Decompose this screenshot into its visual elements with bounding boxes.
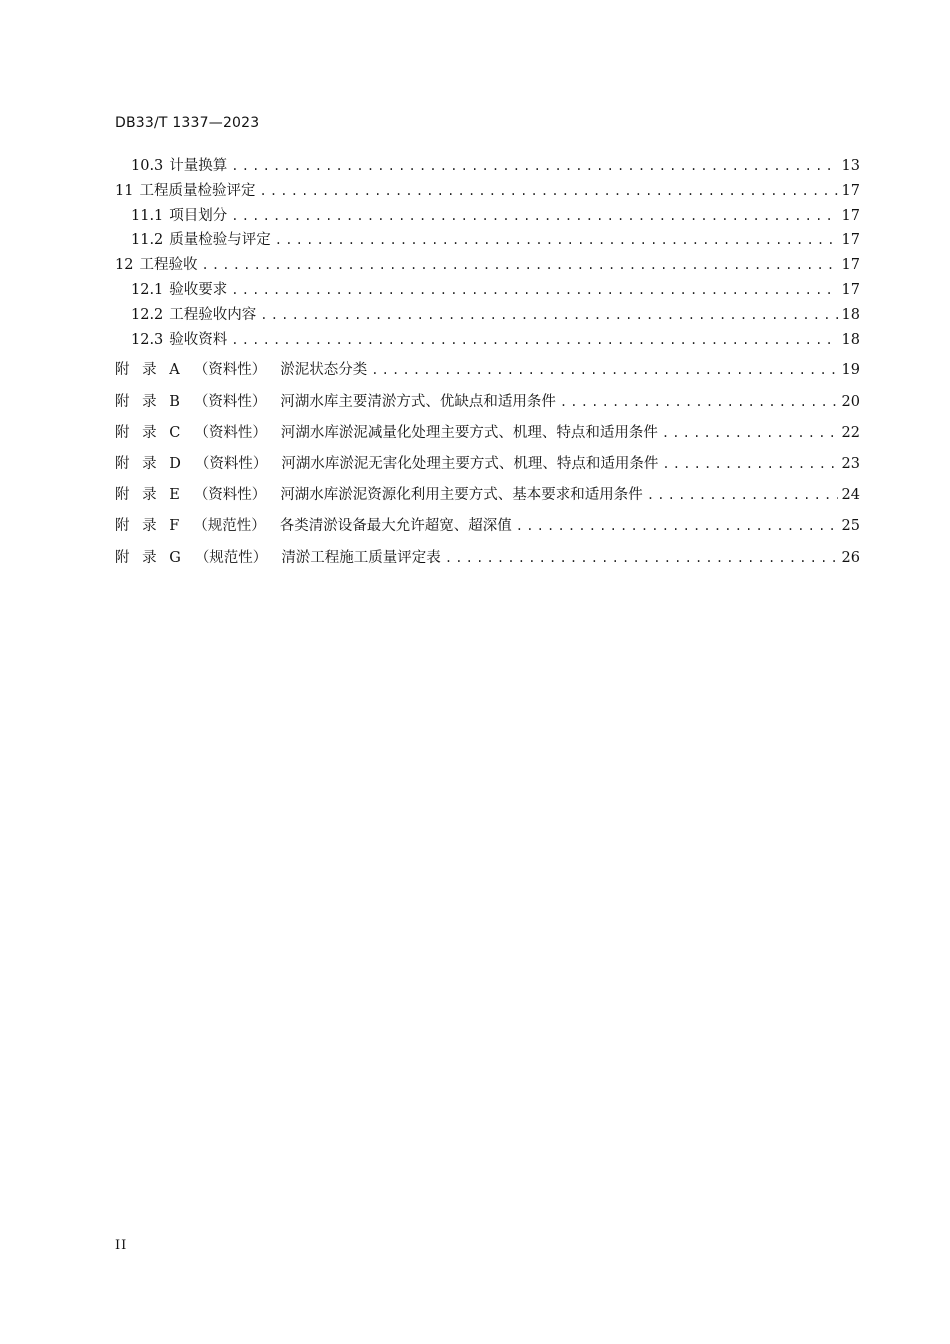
dot-leader [662,457,837,471]
dot-leader [560,395,838,409]
appendix-page: 20 [841,393,860,410]
toc-entry-number: 10.3 [131,158,164,174]
toc-entry-number: 12.1 [131,281,164,298]
toc-entry-page: 13 [841,158,860,174]
appendix-title: 清淤工程施工质量评定表 [281,549,441,566]
toc-appendix-g[interactable] [115,546,860,577]
toc-entry-page: 17 [841,182,860,199]
appendix-page: 25 [841,518,860,535]
appendix-tag: 附 录 F [115,518,180,535]
appendix-type: （资料性） [193,362,267,379]
toc-entry-11[interactable] [115,179,860,204]
toc-entry-page: 17 [841,232,860,249]
toc-entry-page: 17 [841,281,860,298]
toc-entry-title: 计量换算 [169,158,228,174]
appendix-title: 各类清淤设备最大允许超宽、超深值 [279,518,512,535]
toc-entry-title: 工程验收内容 [169,306,257,323]
dot-leader [231,333,837,347]
toc-appendix-c[interactable] [115,421,860,452]
toc-appendix-b[interactable] [115,390,860,421]
toc-entry-12-3[interactable] [115,328,860,353]
toc-entry-11-2[interactable] [115,228,860,253]
dot-leader [231,283,837,297]
toc-entry-number: 11.1 [131,207,164,224]
toc-entry-number: 12.2 [131,306,164,323]
toc-entry-12-2[interactable] [115,303,860,328]
toc-entry-11-1[interactable] [115,204,860,229]
appendix-title: 河湖水库淤泥资源化利用主要方式、基本要求和适用条件 [280,487,643,504]
appendix-type: （资料性） [194,424,267,441]
document-code: DB33/T 1337—2023 [115,115,260,131]
toc-appendix-f[interactable] [115,514,860,545]
appendix-type: （资料性） [194,455,268,472]
dot-leader [260,308,837,322]
toc-entry-12-1[interactable] [115,278,860,303]
dot-leader [231,209,837,223]
appendix-page: 22 [841,424,860,441]
appendix-page: 24 [841,487,860,504]
dot-leader [275,233,838,247]
dot-leader [516,519,838,533]
toc-entry-page: 17 [841,207,860,224]
appendix-type: （资料性） [193,487,267,504]
dot-leader [662,426,838,440]
appendix-type: （资料性） [193,393,267,410]
toc-entry-page: 17 [841,257,860,274]
toc-entry-title: 工程验收 [139,257,198,274]
appendix-page: 19 [841,362,860,379]
appendix-tag: 附 录 A [115,362,180,379]
dot-leader [201,258,837,272]
toc-entry-10-3[interactable] [115,154,860,179]
appendix-tag: 附 录 D [115,455,181,472]
dot-leader [371,363,837,377]
toc-entry-number: 12.3 [131,331,164,348]
dot-leader [445,551,838,565]
table-of-contents [115,154,860,577]
dot-leader [259,184,837,198]
toc-entry-number: 12 [115,257,134,274]
appendix-type: （规范性） [194,549,268,566]
toc-entry-title: 验收要求 [169,281,228,298]
toc-entry-number: 11.2 [131,232,164,249]
appendix-page: 23 [841,455,860,472]
appendix-title: 河湖水库淤泥无害化处理主要方式、机理、特点和适用条件 [281,455,659,472]
page-number: II [115,1238,128,1253]
toc-entry-title: 验收资料 [169,331,228,348]
dot-leader [647,488,838,502]
appendix-tag: 附 录 E [115,487,180,504]
toc-appendix-e[interactable] [115,483,860,514]
appendix-type: （规范性） [193,518,266,535]
toc-entry-page: 18 [841,331,860,348]
toc-entry-12[interactable] [115,253,860,278]
appendix-tag: 附 录 C [115,424,181,441]
toc-entry-title: 质量检验与评定 [169,232,271,249]
toc-entry-number: 11 [115,182,134,199]
appendix-title: 淤泥状态分类 [280,362,368,379]
toc-entry-page: 18 [841,306,860,323]
toc-entry-title: 工程质量检验评定 [139,182,256,199]
toc-entry-title: 项目划分 [169,207,228,224]
dot-leader [231,159,837,173]
appendix-title: 河湖水库主要清淤方式、优缺点和适用条件 [280,393,556,410]
toc-appendix-a[interactable] [115,358,860,389]
appendix-tag: 附 录 G [115,549,181,566]
appendix-page: 26 [841,549,860,566]
appendix-title: 河湖水库淤泥减量化处理主要方式、机理、特点和适用条件 [280,424,658,441]
toc-appendix-d[interactable] [115,452,860,483]
appendix-tag: 附 录 B [115,393,180,410]
